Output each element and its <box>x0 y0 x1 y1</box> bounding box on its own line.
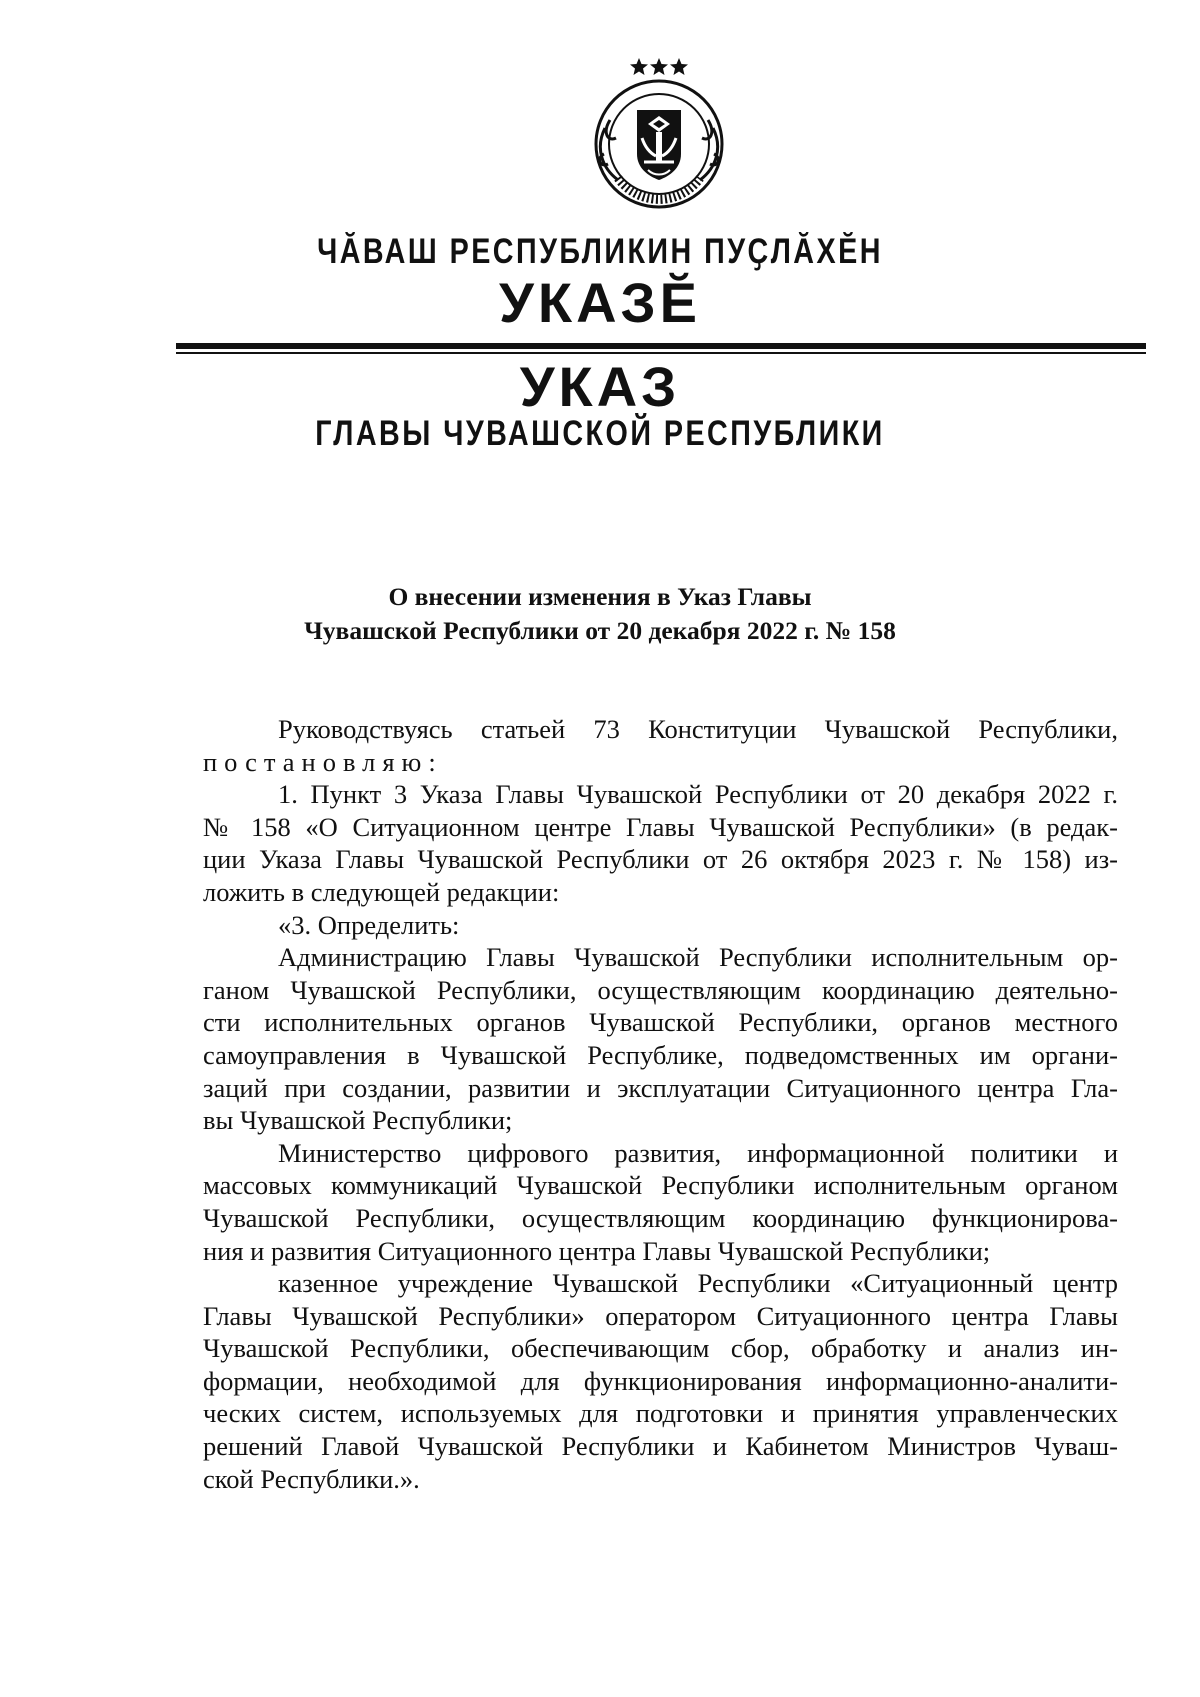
body-line: казенное учреждение Чувашской Республики «Ситуационный центр <box>278 1268 1118 1299</box>
chuvash-header-title: ЧӐВАШ РЕСПУБЛИКИН ПУҪЛӐХӖН <box>317 232 883 271</box>
body-line: Руководствуясь статьей 73 Конституции Чувашской Республики, <box>278 714 1118 744</box>
decree-subject-line: Чувашской Республики от 20 декабря 2022 г. № 158 <box>304 616 896 645</box>
body-line: 1. Пункт 3 Указа Главы Чувашской Республики от 20 декабря 2022 г. <box>278 779 1118 810</box>
body-line: решений Главой Чувашской Республики и Кабинетом Министров Чуваш- <box>203 1431 1118 1462</box>
body-line: Министерство цифрового развития, информационной политики и <box>278 1137 1118 1168</box>
header-divider-thick <box>176 343 1146 349</box>
coat-of-arms-emblem <box>590 58 728 210</box>
body-line: ганом Чувашской Республики, осуществляющим координацию деятельно- <box>203 974 1118 1005</box>
body-line: самоуправления в Чувашской Республике, подведомственных им органи- <box>203 1039 1118 1070</box>
body-line: Чувашской Республики, осуществляющим координацию функционирова- <box>203 1202 1118 1233</box>
body-line-resolution: постановляю: <box>203 746 443 777</box>
body-line: массовых коммуникаций Чувашской Республики исполнительным органом <box>203 1170 1118 1201</box>
decree-body <box>203 713 1118 1495</box>
body-line: Главы Чувашской Республики» оператором Ситуационного центра Главы <box>203 1300 1118 1331</box>
body-line: формации, необходимой для функционирования информационно-аналити- <box>203 1365 1118 1396</box>
body-line: ния и развития Ситуационного центра Главы Чувашской Республики; <box>203 1235 991 1266</box>
russian-document-type: УКАЗ <box>519 355 681 418</box>
body-line: «3. Определить: <box>278 909 460 940</box>
body-line: Чувашской Республики, обеспечивающим сбор, обработку и анализ ин- <box>203 1333 1118 1364</box>
body-line: ции Указа Главы Чувашской Республики от 26 октября 2023 г. № 158) из- <box>203 844 1118 875</box>
body-line: сти исполнительных органов Чувашской Республики, органов местного <box>203 1007 1118 1038</box>
body-line: ской Республики.». <box>203 1463 420 1494</box>
body-line: заций при создании, развитии и эксплуатации Ситуационного центра Гла- <box>203 1072 1118 1103</box>
body-line: вы Чувашской Республики; <box>203 1105 513 1136</box>
decree-subject <box>0 580 1200 648</box>
russian-header-title: ГЛАВЫ ЧУВАШСКОЙ РЕСПУБЛИКИ <box>315 414 885 453</box>
chuvash-document-type: УКАЗӖ <box>499 271 701 334</box>
body-line: ческих систем, используемых для подготовки и принятия управленческих <box>203 1398 1118 1429</box>
decree-subject-line: О внесении изменения в Указ Главы <box>388 582 812 611</box>
body-line: ложить в следующей редакции: <box>203 876 560 907</box>
chuvash-coat-of-arms-icon <box>590 58 728 210</box>
body-line: Администрацию Главы Чувашской Республики исполнительным ор- <box>278 942 1118 973</box>
body-line: № 158 «О Ситуационном центре Главы Чувашской Республики» (в редак- <box>203 811 1118 842</box>
